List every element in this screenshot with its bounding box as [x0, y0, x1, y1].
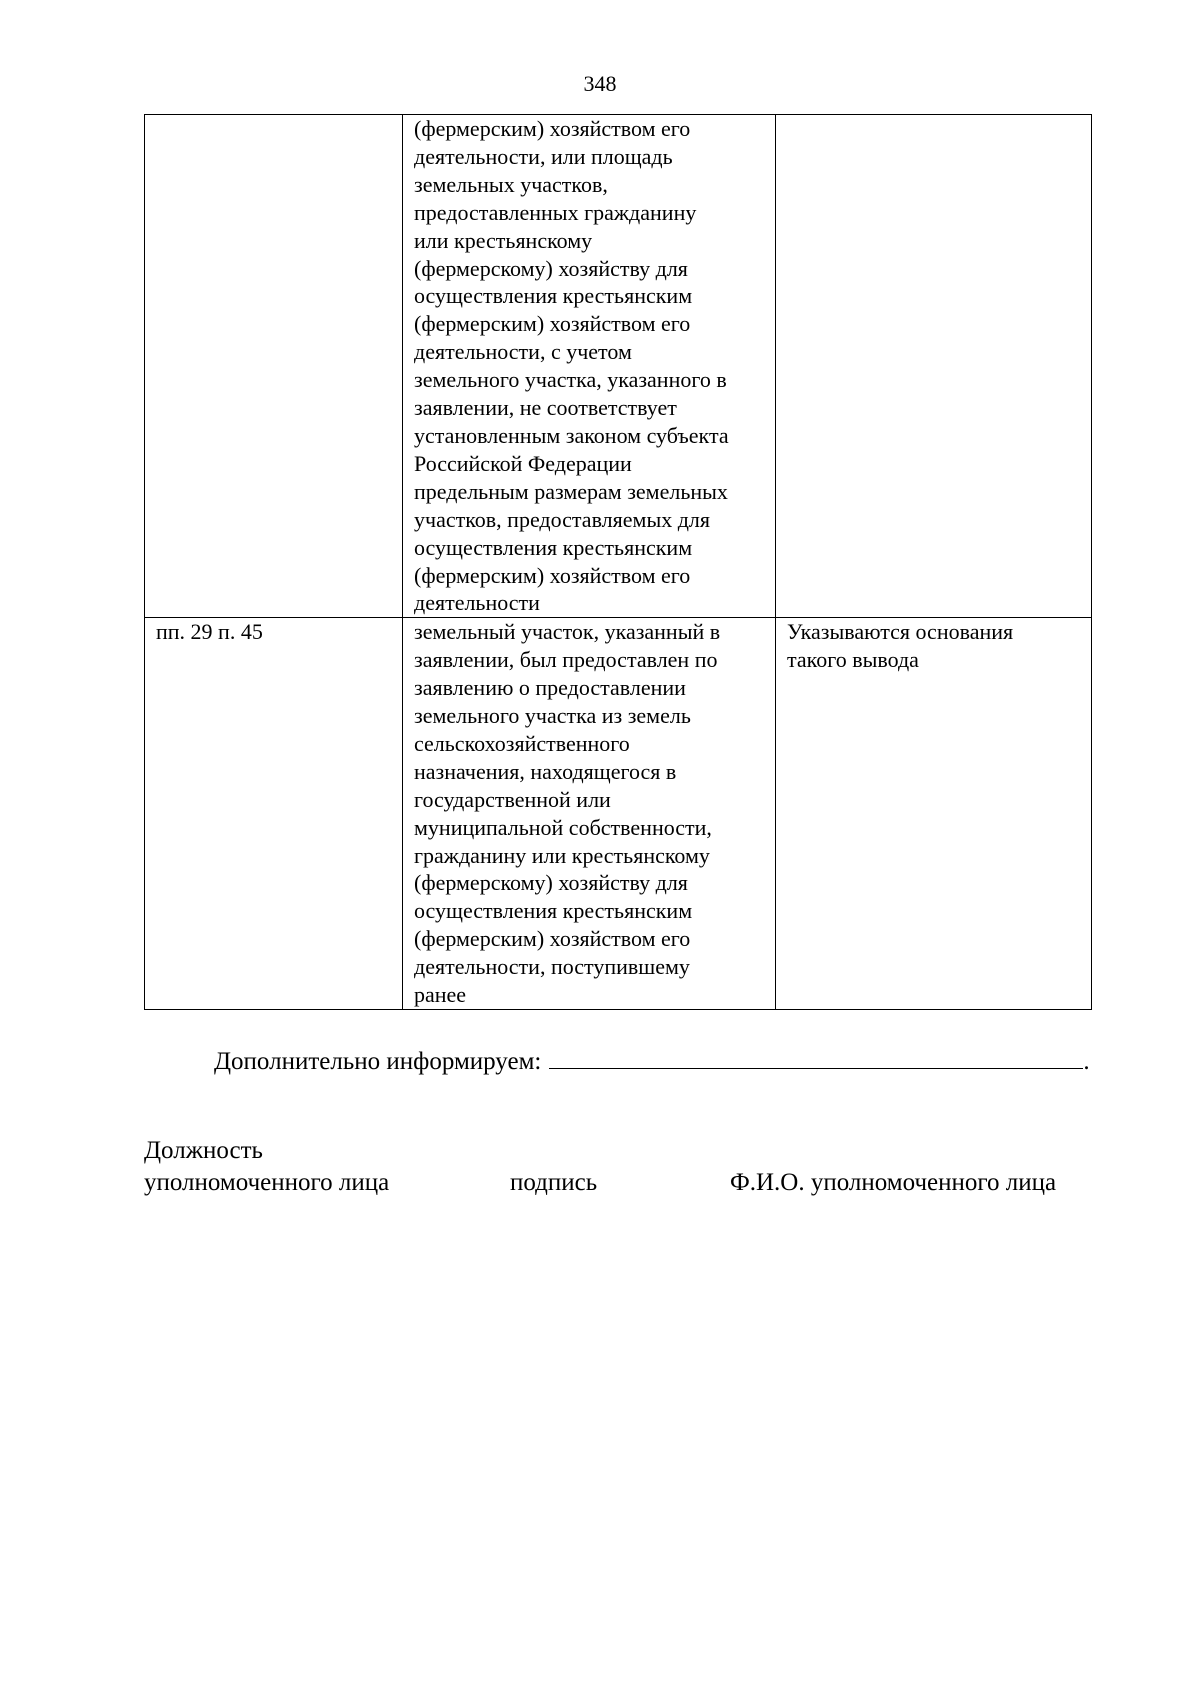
- cell-text-line: деятельности, поступившему: [414, 954, 690, 980]
- table-row: [145, 115, 1092, 618]
- table-body: [145, 115, 1092, 1010]
- cell-text-line: (фермерским) хозяйством его: [414, 311, 691, 337]
- cell-text-line: деятельности, с учетом: [414, 339, 632, 365]
- cell-text-line: земельных участков,: [414, 171, 608, 197]
- cell-text-line: пп. 29 п. 45: [156, 619, 263, 645]
- cell-text-line: такого вывода: [787, 647, 919, 673]
- cell-text-line: сельскохозяйственного: [414, 730, 630, 756]
- cell-text-line: деятельности: [414, 590, 540, 616]
- table-cell-col1: [145, 115, 403, 618]
- cell-text-line: осуществления крестьянским: [414, 898, 693, 924]
- cell-text-line: земельного участка, указанного в: [414, 367, 727, 393]
- cell-text-line: земельного участка из земель: [414, 703, 691, 729]
- table-row: [145, 618, 1092, 1010]
- cell-text-line: (фермерским) хозяйством его: [414, 116, 691, 141]
- cell-text-line: или крестьянскому: [414, 227, 593, 253]
- cell-text-line: предоставленных гражданину: [414, 199, 697, 225]
- table-cell-col1: [145, 618, 403, 1010]
- cell-text-line: муниципальной собственности,: [414, 814, 712, 840]
- table-cell-col3: [776, 115, 1092, 618]
- grounds-table: [144, 114, 1092, 1010]
- additional-info-blank: [549, 1044, 1083, 1069]
- cell-text-line: осуществления крестьянским: [414, 534, 693, 560]
- cell-text-line: назначения, находящегося в: [414, 758, 677, 784]
- position-label-line1: Должность: [144, 1137, 263, 1164]
- cell-text-line: участков, предоставляемых для: [414, 506, 711, 532]
- cell-text-line: заявлении, не соответствует: [414, 395, 677, 421]
- position-label-line2: уполномоченного лица: [144, 1169, 390, 1196]
- additional-info-line: [214, 1044, 1090, 1078]
- full-name-label: Ф.И.О. уполномоченного лица: [730, 1169, 1057, 1196]
- cell-text-line: (фермерским) хозяйством его: [414, 562, 691, 588]
- cell-text-line: (фермерским) хозяйством его: [414, 926, 691, 952]
- cell-text-line: заявлению о предоставлении: [414, 675, 686, 701]
- cell-text-line: гражданину или крестьянскому: [414, 842, 710, 868]
- cell-text-line: предельным размерам земельных: [414, 478, 728, 504]
- page-number: 348: [583, 71, 617, 96]
- cell-text-line: (фермерскому) хозяйству для: [414, 255, 688, 281]
- additional-info-label: Дополнительно информируем:: [214, 1048, 542, 1075]
- cell-text-line: Российской Федерации: [414, 450, 632, 476]
- signature-label: подпись: [510, 1169, 598, 1196]
- additional-info-end: .: [1083, 1048, 1090, 1075]
- cell-text-line: заявлении, был предоставлен по: [414, 647, 718, 673]
- table-cell-col2: [403, 618, 776, 1010]
- cell-text-line: Указываются основания: [787, 619, 1014, 645]
- cell-text-line: ранее: [414, 982, 467, 1008]
- cell-text-line: (фермерскому) хозяйству для: [414, 870, 688, 896]
- cell-text-line: деятельности, или площадь: [414, 143, 673, 169]
- cell-text-line: осуществления крестьянским: [414, 283, 693, 309]
- table-cell-col3: [776, 618, 1092, 1010]
- table-cell-col2: [403, 115, 776, 618]
- cell-text-line: земельный участок, указанный в: [414, 619, 721, 645]
- cell-text-line: государственной или: [414, 786, 611, 812]
- cell-text-line: установленным законом субъекта: [414, 422, 729, 448]
